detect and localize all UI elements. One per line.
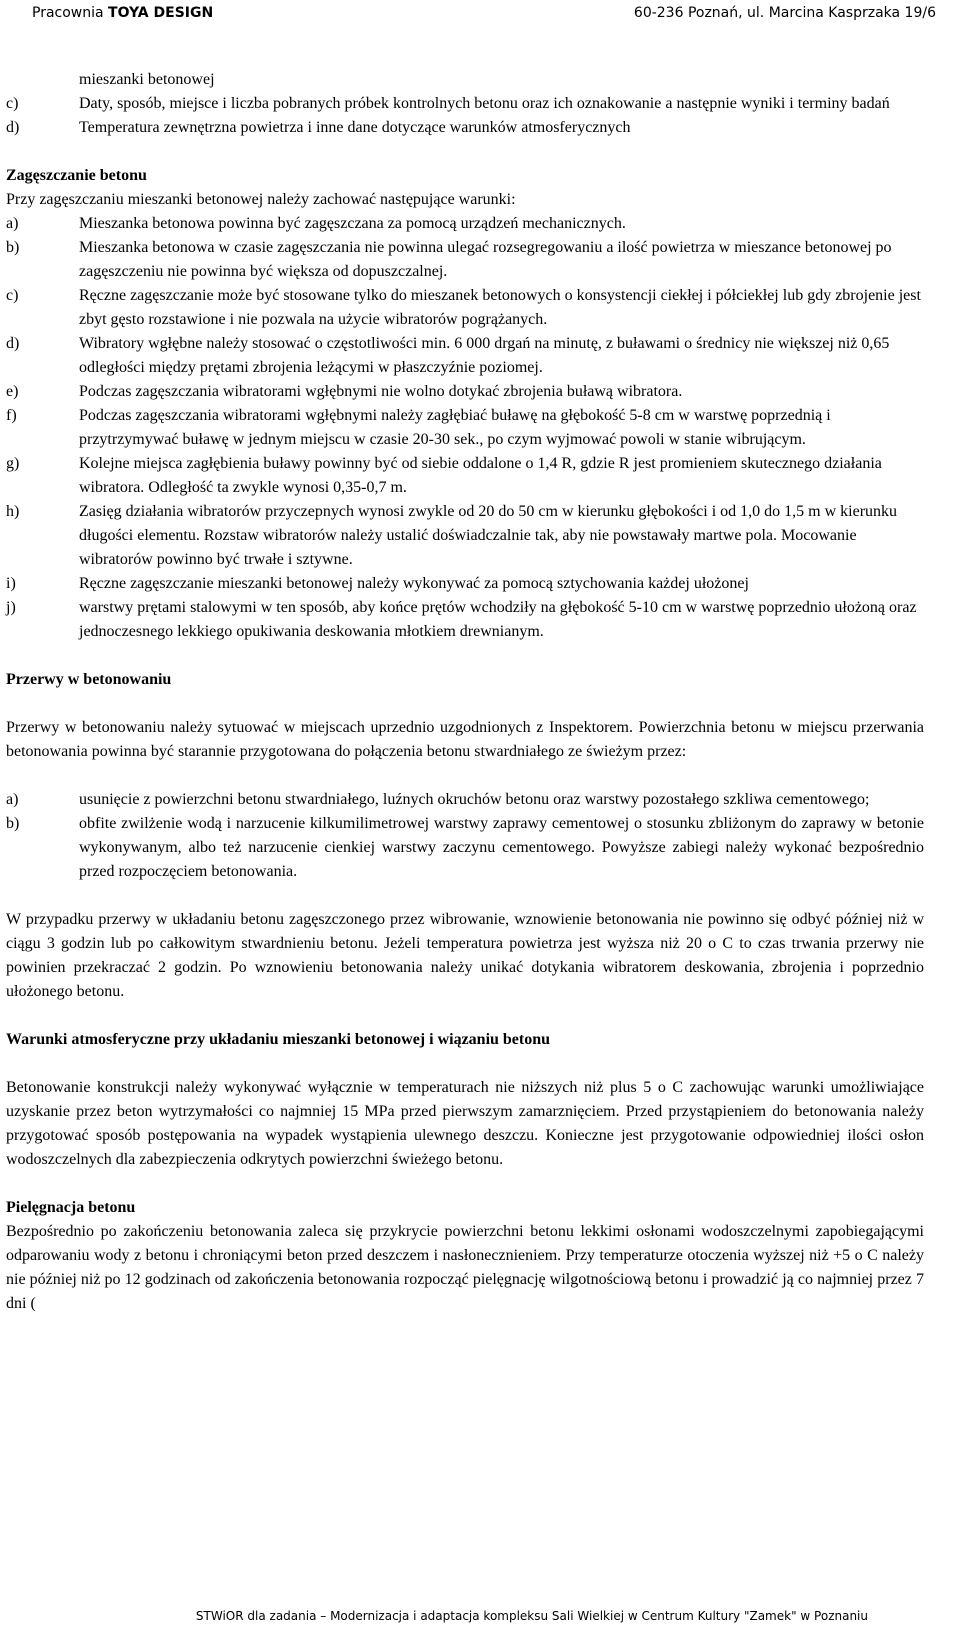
list-marker: b) bbox=[6, 815, 20, 832]
header-address: 60-236 Poznań, ul. Marcina Kasprzaka 19/6 bbox=[633, 5, 936, 21]
list-item bbox=[6, 452, 924, 500]
list-text: Wibratory wgłębne należy stosować o częstotliwości min. 6 000 drgań na minutę, z buławami o średnicy nie większej niż 0,65 odległości między prętami zbrojenia leżącymi w płaszczyźnie poziomej. bbox=[79, 335, 890, 376]
list-marker: c) bbox=[6, 95, 19, 112]
list-text: Mieszanka betonowa w czasie zagęszczania nie powinna ulegać rozsegregowaniu a ilość powietrza w mieszance betonowej po zagęszczeniu nie powinna być większa od dopuszczalnej. bbox=[79, 239, 892, 280]
list-text: Ręczne zagęszczanie może być stosowane tylko do mieszanek betonowych o konsystencji ciekłej i półciekłej lub gdy zbrojenie jest zbyt gęsto rozstawione i nie pozwala na użycie wibratorów pogrążanych. bbox=[79, 287, 921, 328]
list-item bbox=[6, 212, 924, 236]
list-item bbox=[6, 404, 924, 452]
list-text: warstwy prętami stalowymi w ten sposób, aby końce prętów wchodziły na głębokość 5-10 cm w warstwę poprzednio ułożoną oraz jednoczesnego lekkiego opukiwania deskowania młotkiem drewnianym. bbox=[79, 599, 917, 640]
list-marker: a) bbox=[6, 215, 19, 232]
section-heading-compaction: Zagęszczanie betonu bbox=[6, 167, 147, 184]
paragraph: Bezpośrednio po zakończeniu betonowania zaleca się przykrycie powierzchni betonu lekkimi osłonami wodoszczelnymi zapobiegającymi odparowaniu wody z betonu i chroniącymi beton przed deszczem i nasłonecznieniem. Przy temperaturze otoczenia wyższej niż +5 o C należy nie później niż po 12 godzinach od zakończenia betonowania rozpocząć pielęgnację wilgotnościową betonu i prowadzić ją co najmniej przez 7 dni ( bbox=[6, 1223, 924, 1312]
document-body bbox=[6, 68, 924, 1316]
paragraph: Betonowanie konstrukcji należy wykonywać wyłącznie w temperaturach nie niższych niż plus 5 o C zachowując warunki umożliwiające uzyskanie przez beton wytrzymałości co najmniej 15 MPa przed pierwszym zamarznięciem. Przed przystąpieniem do betonowania należy przygotować sposób postępowania na wypadek wystąpienia ulewnego deszczu. Konieczne jest przygotowanie odpowiedniej ilości osłon wodoszczelnych dla zabezpieczenia odkrytych powierzchni świeżego betonu. bbox=[6, 1079, 924, 1168]
list-text: Daty, sposób, miejsce i liczba pobranych próbek kontrolnych betonu oraz ich oznakowanie a następnie wyniki i terminy badań bbox=[79, 95, 890, 112]
list-text: Podczas zagęszczania wibratorami wgłębnymi nie wolno dotykać zbrojenia buławą wibratora. bbox=[79, 383, 683, 400]
list-item bbox=[6, 596, 924, 644]
page-header bbox=[0, 0, 960, 26]
list-marker: g) bbox=[6, 455, 20, 472]
list-text: usunięcie z powierzchni betonu stwardniałego, luźnych okruchów betonu oraz warstwy pozostałego szkliwa cementowego; bbox=[79, 791, 870, 808]
list-item bbox=[6, 68, 924, 92]
list-item bbox=[6, 332, 924, 380]
list-marker: f) bbox=[6, 407, 17, 424]
list-item bbox=[6, 788, 924, 812]
page-footer bbox=[0, 1604, 960, 1628]
list-marker: c) bbox=[6, 287, 19, 304]
list-text: Ręczne zagęszczanie mieszanki betonowej należy wykonywać za pomocą sztychowania każdej ułożonej bbox=[79, 575, 749, 592]
footer-text: STWiOR dla zadania – Modernizacja i adaptacja kompleksu Sali Wielkiej w Centrum Kultury "Zamek" w Poznaniu bbox=[195, 1609, 868, 1623]
spacer bbox=[6, 884, 924, 908]
list-item bbox=[6, 116, 924, 140]
paragraph: W przypadku przerwy w układaniu betonu zagęszczonego przez wibrowanie, wznowienie betonowania nie powinno się odbyć później niż w ciągu 3 godzin lub po całkowitym stwardnieniu betonu. Jeżeli temperatura powietrza jest wyższa niż 20 o C to czas trwania przerwy nie powinien przekraczać 2 godzin. Po wznowieniu betonowania należy unikać dotykania wibratorem deskowania, zbrojenia i poprzednio ułożonego betonu. bbox=[6, 911, 924, 1000]
spacer bbox=[6, 644, 924, 668]
list-text: Temperatura zewnętrzna powietrza i inne dane dotyczące warunków atmosferycznych bbox=[79, 119, 631, 136]
list-marker: d) bbox=[6, 119, 20, 136]
spacer bbox=[6, 1004, 924, 1028]
spacer bbox=[6, 692, 924, 716]
list-text: Zasięg działania wibratorów przyczepnych wynosi zwykle od 20 do 50 cm w kierunku głębokości i od 1,0 do 1,5 m w kierunku długości elementu. Rozstaw wibratorów należy ustalić doświadczalnie tak, aby nie powstawały martwe pola. Mocowanie wibratorów powinno być trwałe i sztywne. bbox=[79, 503, 898, 568]
list-marker: i) bbox=[6, 575, 16, 592]
header-studio-prefix: Pracownia bbox=[32, 5, 109, 21]
list-item bbox=[6, 236, 924, 284]
list-marker: h) bbox=[6, 503, 20, 520]
list-item bbox=[6, 500, 924, 572]
list-text: obfite zwilżenie wodą i narzucenie kilkumilimetrowej warstwy zaprawy cementowej o stosunku zbliżonym do zaprawy w betonie wykonywanym, albo też narzucenie cienkiej warstwy zaczynu cementowego. Powyższe zabiegi należy wykonać bezpośrednio przed rozpoczęciem betonowania. bbox=[79, 815, 924, 880]
section-heading-breaks: Przerwy w betonowaniu bbox=[6, 671, 172, 688]
list-marker: d) bbox=[6, 335, 20, 352]
list-item bbox=[6, 92, 924, 116]
section-intro: Przerwy w betonowaniu należy sytuować w miejscach uprzednio uzgodnionych z Inspektorem. Powierzchnia betonu w miejscu przerwania betonowania powinna być starannie przygotowana do połączenia betonu stwardniałego ze świeżym przez: bbox=[6, 719, 924, 760]
section-intro: Przy zagęszczaniu mieszanki betonowej należy zachować następujące warunki: bbox=[6, 191, 516, 208]
spacer bbox=[6, 764, 924, 788]
spacer bbox=[6, 140, 924, 164]
spacer bbox=[6, 1172, 924, 1196]
list-text: Podczas zagęszczania wibratorami wgłębnymi należy zagłębiać buławę na głębokość 5-8 cm w warstwę poprzednią i przytrzymywać buławę w jednym miejscu w czasie 20-30 sek., po czym wyjmować powoli w stanie wibrującym. bbox=[79, 407, 831, 448]
spacer bbox=[6, 1052, 924, 1076]
list-text: mieszanki betonowej bbox=[79, 71, 215, 88]
list-marker: j) bbox=[6, 599, 16, 616]
list-item bbox=[6, 812, 924, 884]
header-brand: TOYA DESIGN bbox=[108, 5, 214, 21]
section-heading-care: Pielęgnacja betonu bbox=[6, 1199, 136, 1216]
list-item bbox=[6, 572, 924, 596]
header-studio bbox=[32, 0, 213, 26]
list-item bbox=[6, 380, 924, 404]
list-item bbox=[6, 284, 924, 332]
list-marker: a) bbox=[6, 791, 19, 808]
list-marker: b) bbox=[6, 239, 20, 256]
list-text: Mieszanka betonowa powinna być zagęszczana za pomocą urządzeń mechanicznych. bbox=[79, 215, 626, 232]
list-text: Kolejne miejsca zagłębienia buławy powinny być od siebie oddalone o 1,4 R, gdzie R jest promieniem skutecznego działania wibratora. Odległość ta zwykle wynosi 0,35-0,7 m. bbox=[79, 455, 882, 496]
section-heading-weather: Warunki atmosferyczne przy układaniu mieszanki betonowej i wiązaniu betonu bbox=[6, 1031, 551, 1048]
list-marker: e) bbox=[6, 383, 19, 400]
